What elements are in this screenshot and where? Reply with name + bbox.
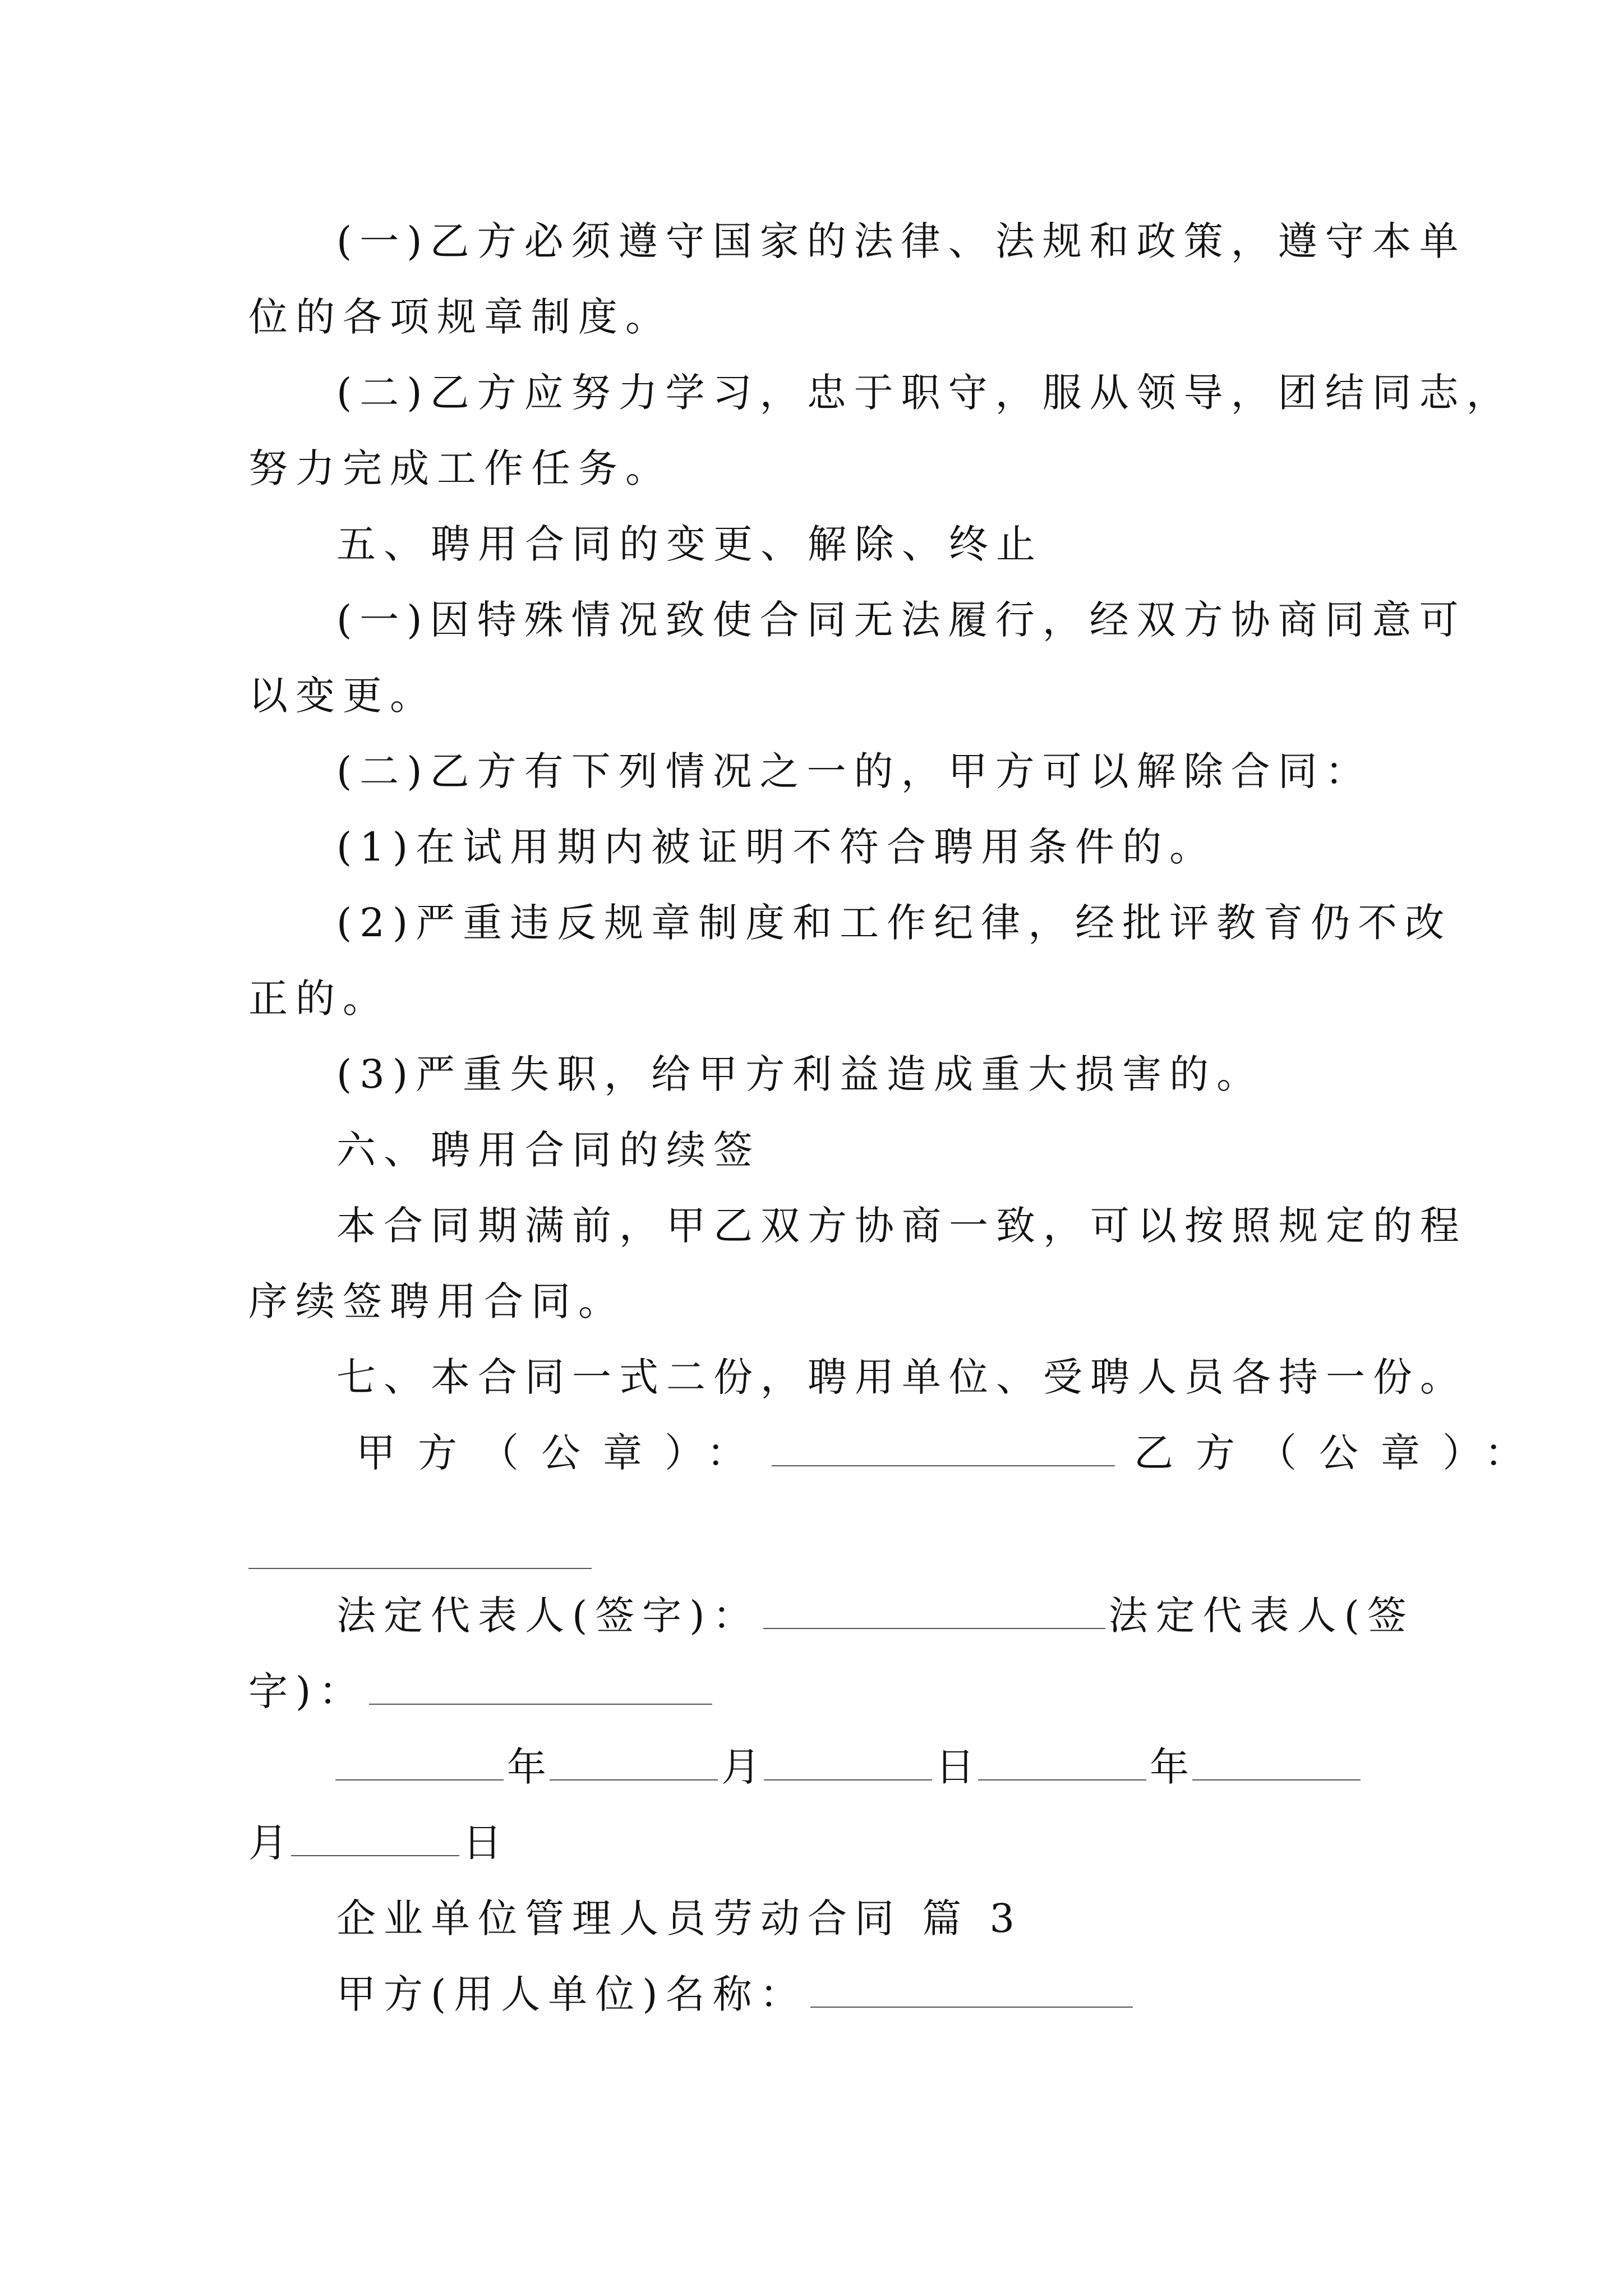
day-label: 日: [463, 1820, 502, 1866]
legal-rep-b-label: 法定代表人(签: [1108, 1593, 1414, 1639]
paragraph-line: (二)乙方应努力学习，忠于职守，服从领导，团结同志，: [336, 370, 1514, 416]
date-a-year-blank: [335, 1739, 504, 1780]
legal-rep-a-blank: [763, 1588, 1105, 1629]
paragraph-line: 位的各项规章制度。: [248, 294, 672, 340]
legal-rep-a-label: 法定代表人(签字)：: [336, 1593, 760, 1639]
employer-name-label: 甲方(用人单位)名称：: [336, 1971, 807, 2017]
date-b-day-blank: [291, 1815, 459, 1856]
section-title: 企业单位管理人员劳动合同 篇 3: [336, 1895, 1023, 1941]
paragraph-line: (二)乙方有下列情况之一的，甲方可以解除合同：: [336, 748, 1372, 794]
date-b-year-blank: [978, 1739, 1146, 1780]
date-line-cont: [0, 1809, 1623, 1876]
date-line: [0, 1733, 1623, 1801]
section-heading: 六、聘用合同的续签: [336, 1127, 760, 1173]
date-a-month-blank: [550, 1739, 718, 1780]
month-label: 月: [721, 1744, 760, 1790]
paragraph-line: (一)乙方必须遵守国家的法律、法规和政策，遵守本单: [336, 218, 1467, 264]
employer-name-line: [0, 1961, 1623, 2028]
paragraph-line: 本合同期满前，甲乙双方协商一致，可以按照规定的程: [336, 1203, 1467, 1249]
employer-name-blank: [810, 1966, 1133, 2008]
month-label: 月: [248, 1820, 288, 1866]
year-label: 年: [1150, 1744, 1189, 1790]
paragraph-line: 序续签聘用合同。: [248, 1278, 625, 1324]
list-item: (3)严重失职，给甲方利益造成重大损害的。: [336, 1051, 1264, 1097]
legal-rep-line-cont: [0, 1658, 1623, 1725]
list-item: (1)在试用期内被证明不符合聘用条件的。: [336, 824, 1217, 870]
year-label: 年: [507, 1744, 546, 1790]
legal-rep-b-label-cont: 字)：: [248, 1668, 366, 1714]
party-a-seal-blank: [772, 1425, 1115, 1466]
paragraph-line: 以变更。: [248, 673, 437, 719]
date-a-day-blank: [764, 1739, 932, 1780]
paragraph-line: 七、本合同一式二份，聘用单位、受聘人员各持一份。: [336, 1354, 1467, 1400]
seal-line: [0, 1419, 1623, 1487]
party-b-seal-blank: [248, 1568, 592, 1569]
day-label: 日: [935, 1744, 975, 1790]
legal-rep-b-blank: [369, 1663, 712, 1705]
section-heading: 五、聘用合同的变更、解除、终止: [336, 521, 1043, 567]
paragraph-line: 努力完成工作任务。: [248, 445, 672, 491]
party-b-seal-label: 乙方（公章）：: [1134, 1430, 1546, 1476]
date-b-month-blank: [1192, 1739, 1361, 1780]
party-a-seal-label: 甲方（公章）：: [356, 1430, 768, 1476]
list-item: (2)严重违反规章制度和工作纪律，经批评教育仍不改: [336, 900, 1453, 946]
paragraph-line: 正的。: [248, 976, 390, 1022]
paragraph-line: (一)因特殊情况致使合同无法履行，经双方协商同意可: [336, 597, 1467, 643]
legal-rep-line: [0, 1582, 1623, 1649]
